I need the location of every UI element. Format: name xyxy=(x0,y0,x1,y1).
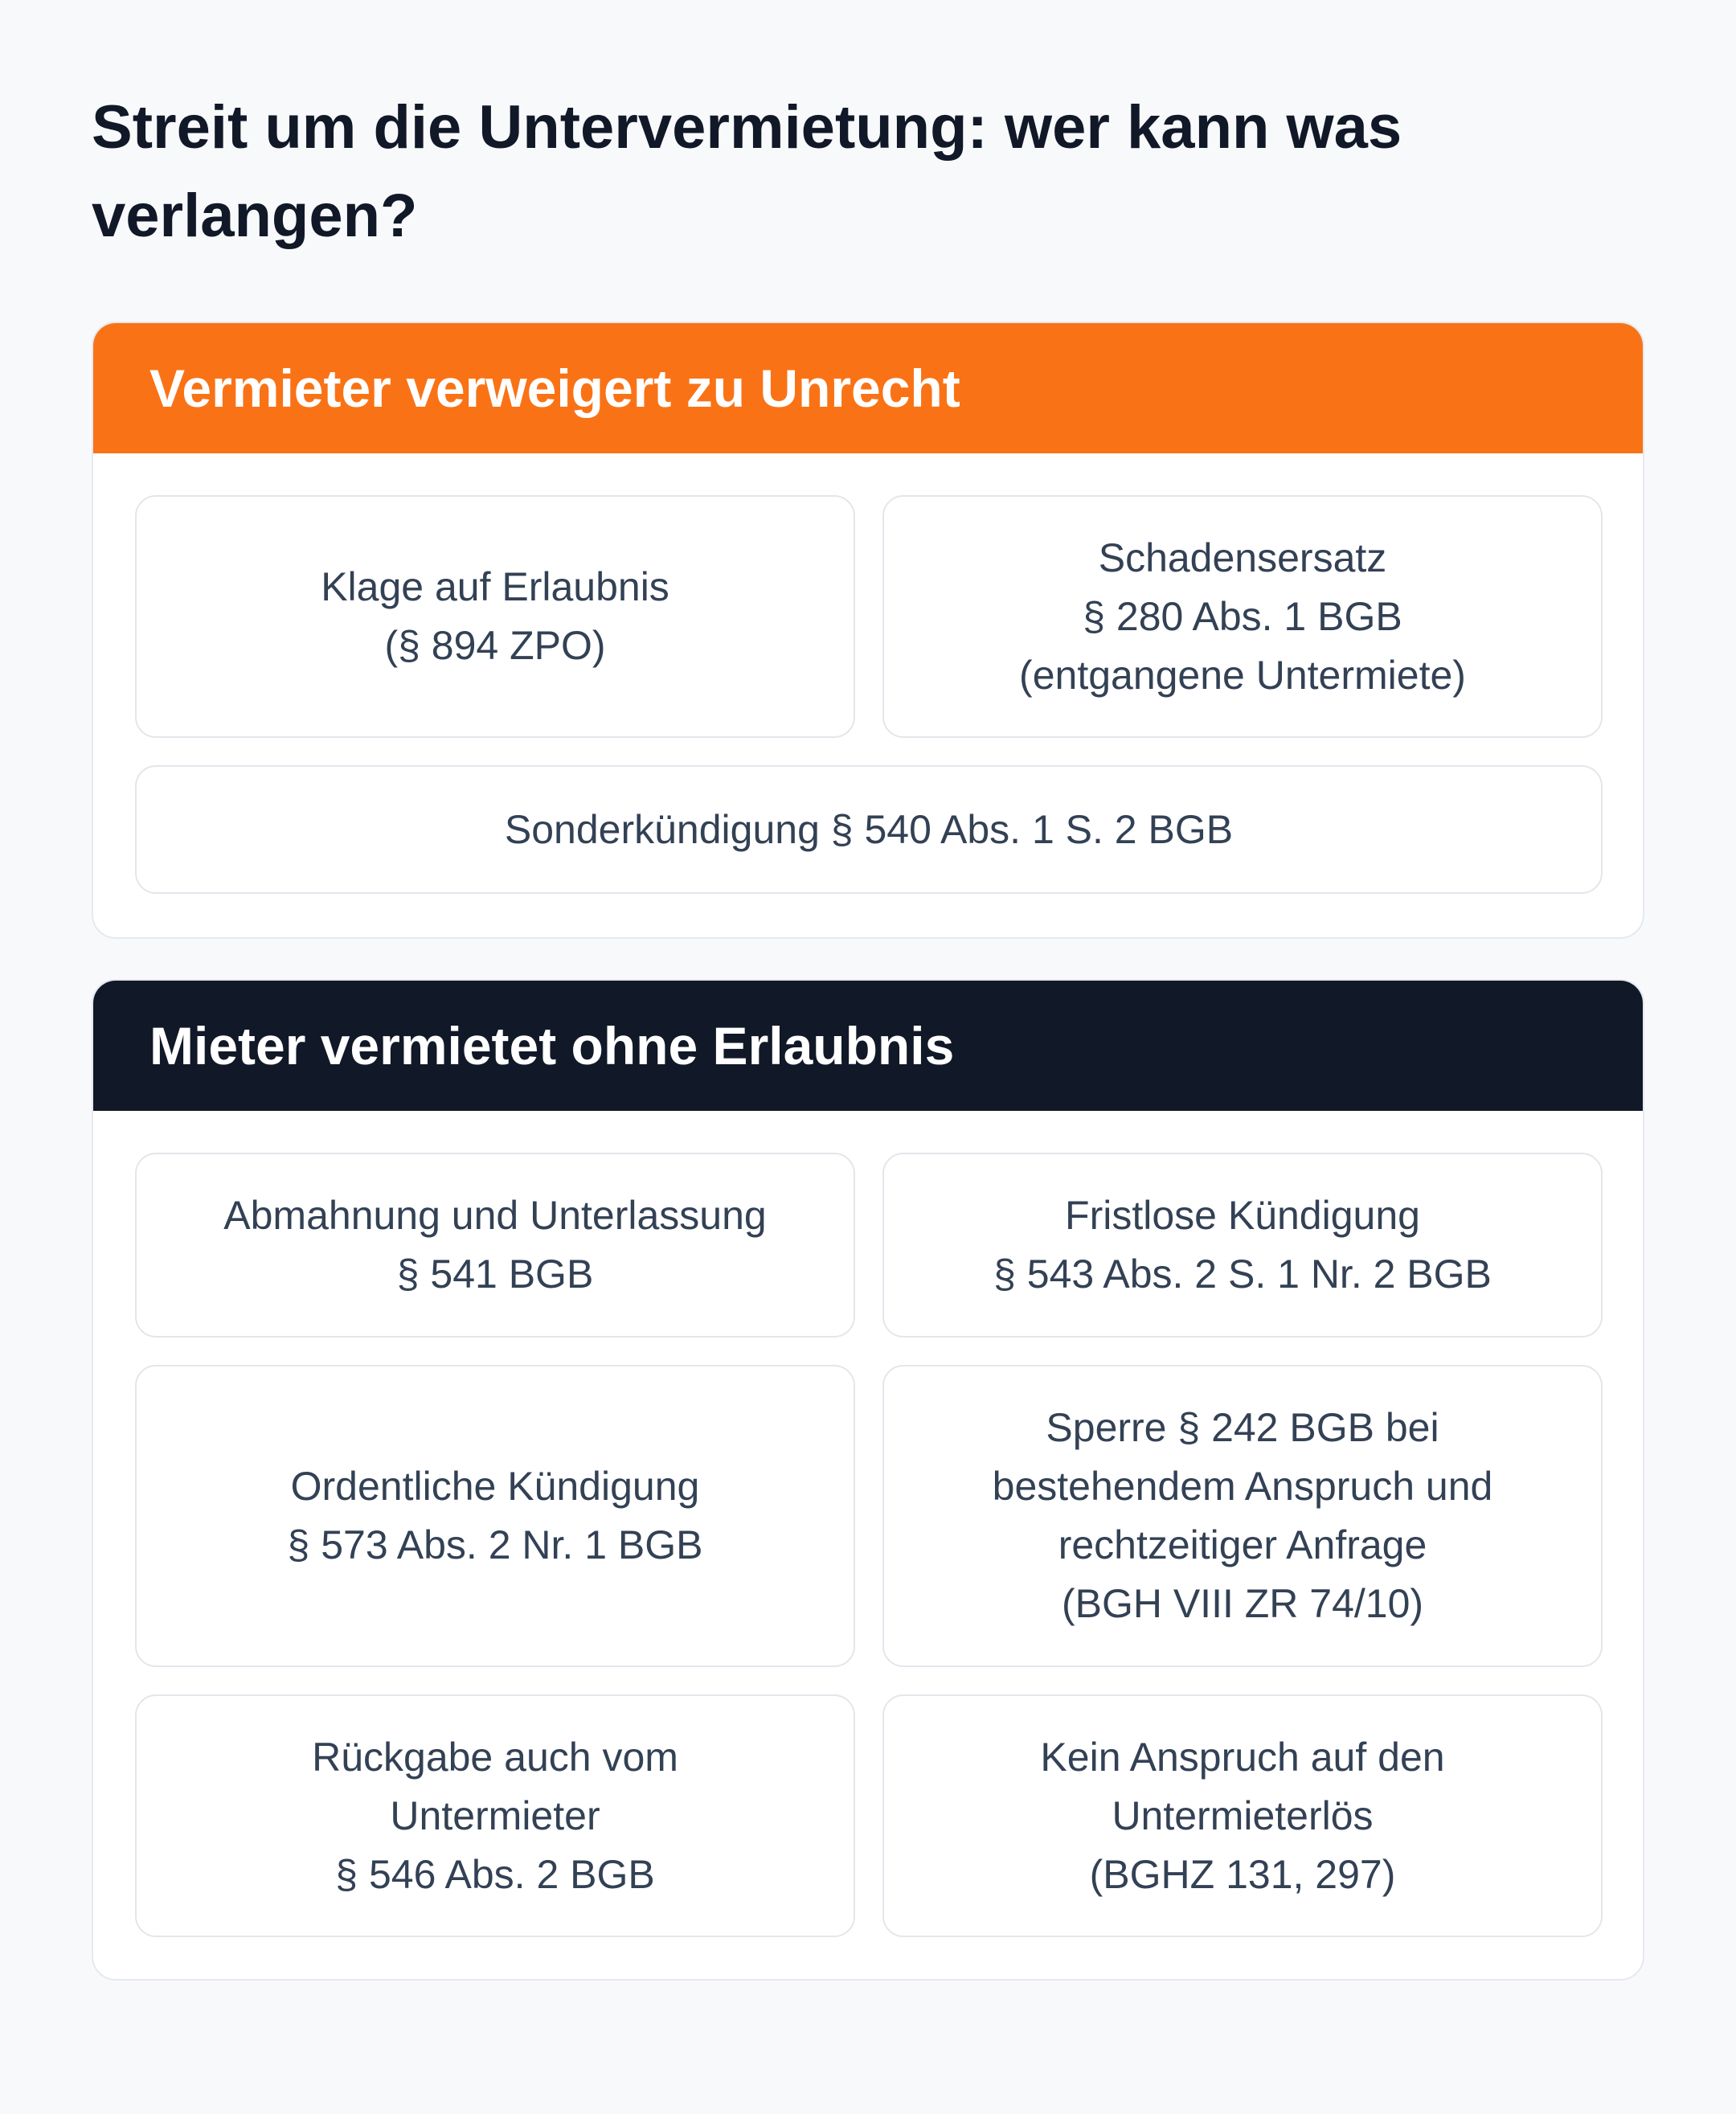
card-klage-auf-erlaubnis xyxy=(135,495,855,738)
card-line: Sperre § 242 BGB bei xyxy=(1046,1405,1439,1450)
card-line: Untermieterlös xyxy=(1112,1792,1374,1838)
card-line: (BGHZ 131, 297) xyxy=(1089,1851,1396,1897)
card-schadensersatz xyxy=(882,495,1603,738)
card-line: (BGH VIII ZR 74/10) xyxy=(1061,1581,1424,1626)
card-line: Schadensersatz xyxy=(1098,535,1387,580)
section-tenant-sublets xyxy=(92,979,1644,1981)
card-line: Untermieter xyxy=(390,1792,600,1838)
card-line: (entgangene Untermiete) xyxy=(1019,652,1466,698)
card-rueckgabe xyxy=(135,1694,855,1937)
page-title-line-2: verlangen? xyxy=(92,182,418,250)
card-abmahnung xyxy=(135,1153,855,1338)
card-fristlose-kuendigung xyxy=(882,1153,1603,1338)
card-line: § 280 Abs. 1 BGB xyxy=(1083,593,1402,639)
card-line: bestehendem Anspruch und xyxy=(992,1464,1493,1509)
card-line: rechtzeitiger Anfrage xyxy=(1058,1522,1427,1567)
section-header: Vermieter verweigert zu Unrecht xyxy=(93,323,1643,453)
card-line: (§ 894 ZPO) xyxy=(384,623,606,668)
page-title xyxy=(92,84,1619,260)
section-landlord-refuses xyxy=(92,322,1644,939)
section-header: Mieter vermietet ohne Erlaubnis xyxy=(93,981,1643,1111)
card-line: § 541 BGB xyxy=(396,1252,594,1297)
card-line: Kein Anspruch auf den xyxy=(1040,1734,1445,1780)
page-title-line-1: Streit um die Untervermietung: wer kann was xyxy=(92,93,1402,162)
card-line: Rückgabe auch vom xyxy=(312,1734,678,1780)
card-ordentliche-kuendigung xyxy=(135,1365,855,1667)
card-line: § 543 Abs. 2 S. 1 Nr. 2 BGB xyxy=(993,1252,1492,1297)
card-line: Fristlose Kündigung xyxy=(1065,1193,1420,1238)
card-kein-anspruch xyxy=(882,1694,1603,1937)
card-line: Sonderkündigung § 540 Abs. 1 S. 2 BGB xyxy=(504,806,1234,852)
card-line: Klage auf Erlaubnis xyxy=(321,564,669,609)
card-sonderkuendigung xyxy=(135,765,1603,894)
card-sperre-242 xyxy=(882,1365,1603,1667)
card-line: Abmahnung und Unterlassung xyxy=(223,1193,767,1238)
card-line: § 573 Abs. 2 Nr. 1 BGB xyxy=(287,1522,703,1567)
card-line: § 546 Abs. 2 BGB xyxy=(335,1851,655,1897)
card-line: Ordentliche Kündigung xyxy=(290,1464,700,1509)
